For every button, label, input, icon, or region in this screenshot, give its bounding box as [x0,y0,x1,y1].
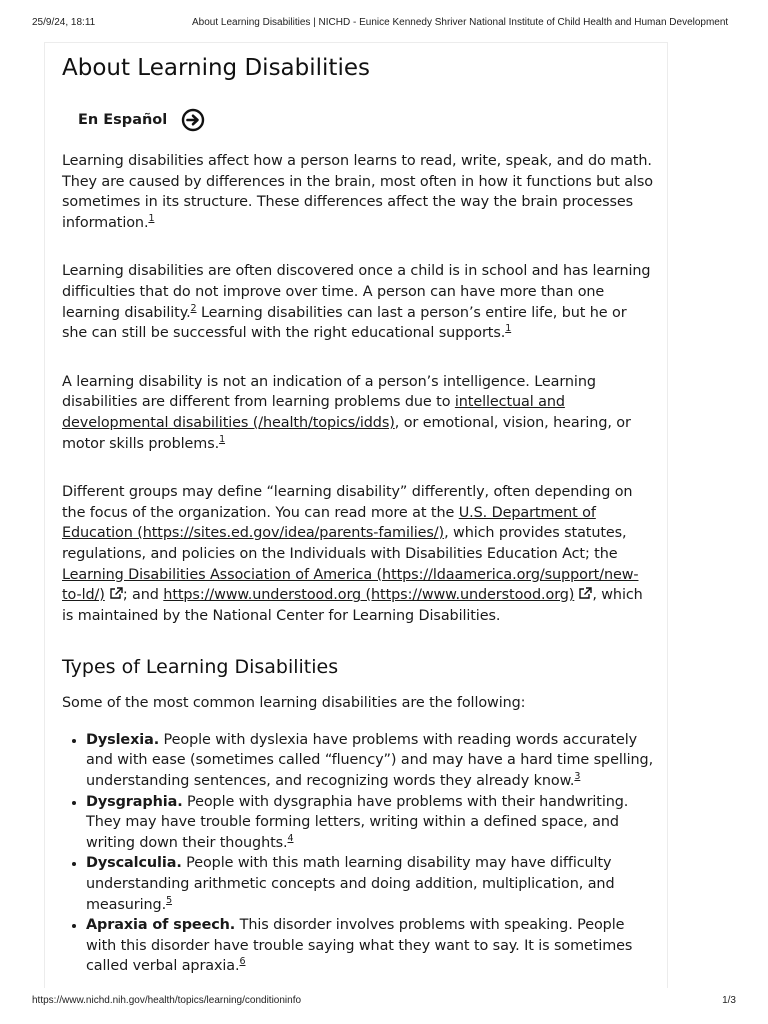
paragraph-text: , or emotional, vision, hearing, or motor skills problems. [62,414,631,452]
footnote-ref[interactable]: 1 [219,433,226,445]
list-item-text: People with dyslexia have problems with reading words accurately and with ease (sometimes called “fluency”) and may have a hard time spelling, understanding sentences, and recognizing words they already know. [86,731,654,790]
list-item-text: This disorder involves problems with speaking. People with this disorder have trouble saying what they want to say. It is sometimes called verbal apraxia. [86,917,633,975]
types-lead: Some of the most common learning disabilities are the following: [62,695,526,712]
footnote-ref[interactable]: 1 [148,212,155,224]
list-item-text: People with dysgraphia have problems with their handwriting. They may have trouble forming letters, writing within a defined space, and writing down their thoughts. [86,793,629,851]
list-item-dysgraphia [86,792,654,854]
print-date: 25/9/24, 18:11 [32,17,96,28]
print-header [32,17,736,31]
list-item-term: Apraxia of speech. [86,917,236,934]
idd-link[interactable]: intellectual and developmental disabilities (/health/topics/idds) [62,394,565,431]
list-item-term: Dyscalculia. [86,855,182,872]
list-item-text: People with this math learning disability may have difficulty understanding arithmetic concepts and doing addition, multiplication, and measuring. [86,855,615,913]
paragraph-definitions [62,482,654,626]
footnote-ref[interactable]: 3 [574,771,581,783]
paragraph-text: ; and [122,587,164,604]
print-page-number: 1/3 [722,995,736,1006]
espanol-label[interactable]: En Español [78,112,168,128]
footnote-ref[interactable]: 6 [239,956,246,968]
print-footer [32,995,736,1009]
list-item-dyscalculia [86,853,654,915]
list-item-apraxia [86,915,654,977]
footnote-ref[interactable]: 5 [166,894,173,906]
paragraph-intro [62,151,654,233]
paragraph-text: Learning disabilities affect how a person learns to read, write, speak, and do math. They are caused by differences in the brain, most often in how it functions but also sometimes in its structure. These differences affect the way the brain processes information. [62,153,653,231]
print-page-title: About Learning Disabilities | NICHD - Eunice Kennedy Shriver National Institute of Child Health and Human Development [192,17,729,28]
espanol-link[interactable] [78,107,654,133]
paragraph-text: Learning disabilities are often discovered once a child is in school and has learning difficulties that do not improve over time. A person can have more than one learning disability. [62,263,651,321]
page-title: About Learning Disabilities [62,55,370,81]
list-item-term: Dysgraphia. [86,793,183,810]
us-education-link[interactable]: U.S. Department of Education (https://sites.ed.gov/idea/parents-families/) [62,504,596,542]
paragraph-text: , which provides statutes, regulations, and policies on the Individuals with Disabilities Education Act; the [62,525,627,562]
types-list [62,730,654,977]
understood-link[interactable]: https://www.understood.org (https://www.understood.org) [163,587,575,604]
footnote-ref[interactable]: 2 [190,302,197,314]
print-url: https://www.nichd.nih.gov/health/topics/learning/conditioninfo [32,995,302,1006]
list-item-term: Dyslexia. [86,731,160,748]
main-content [62,52,654,977]
external-link-icon[interactable] [109,586,123,599]
paragraph-text: Different groups may define “learning disability” differently, often depending on the focus of the organization. You can read more at the [62,484,633,521]
list-item-dyslexia [86,730,654,792]
paragraph-text: , which is maintained by the National Center for Learning Disabilities. [62,587,643,624]
footnote-ref[interactable]: 1 [505,323,512,335]
paragraph-intelligence [62,372,654,454]
footnote-ref[interactable]: 4 [287,832,294,844]
paragraph-text: A learning disability is not an indication of a person’s intelligence. Learning disabilities are different from learning problems due to [62,373,596,411]
external-link-icon[interactable] [578,586,592,599]
circle-arrow-right-icon[interactable] [181,108,205,132]
types-heading: Types of Learning Disabilities [62,656,339,679]
paragraph-discovery [62,261,654,343]
ldaamerica-link[interactable]: Learning Disabilities Association of America (https://ldaamerica.org/support/new-to-ld/) [62,566,639,604]
paragraph-text: Learning disabilities can last a person’s entire life, but he or she can still be successful with the right educational supports. [62,304,627,342]
